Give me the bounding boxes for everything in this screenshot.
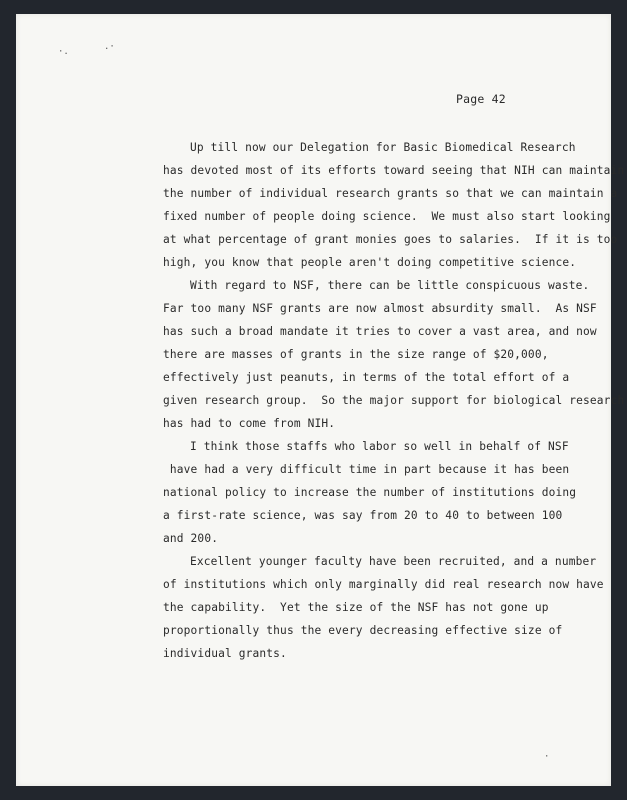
paragraph-line: a first-rate science, was say from 20 to 40 to between 100 — [163, 509, 563, 522]
paragraph-line: has such a broad mandate it tries to cover a vast area, and now — [163, 325, 597, 338]
paragraph-line: national policy to increase the number of institutions doing — [163, 486, 577, 499]
document-page — [16, 14, 625, 786]
paragraph-line: effectively just peanuts, in terms of the total effort of a — [163, 371, 570, 384]
paragraph-line: Excellent younger faculty have been recruited, and a number — [190, 555, 597, 568]
paragraph-line: individual grants. — [163, 647, 287, 660]
paragraph-line: have had a very difficult time in part because it has been — [163, 463, 570, 476]
paragraph-line: Up till now our Delegation for Basic Biomedical Research — [190, 141, 576, 154]
paper-speck: .· — [104, 42, 115, 52]
paragraph-line: the number of individual research grants so that we can maintain a — [163, 187, 618, 200]
paragraph-line: Far too many NSF grants are now almost absurdity small. As NSF — [163, 302, 597, 315]
paragraph-line: at what percentage of grant monies goes to salaries. If it is too — [163, 233, 618, 246]
paragraph-line: has devoted most of its efforts toward seeing that NIH can maintain — [163, 164, 625, 177]
paragraph-line: the capability. Yet the size of the NSF has not gone up — [163, 601, 549, 614]
paragraph-line: high, you know that people aren't doing competitive science. — [163, 256, 577, 269]
paper-speck: · — [544, 752, 550, 762]
paragraph-line: I think those staffs who labor so well in behalf of NSF — [190, 440, 569, 453]
paragraph-line: and 200. — [163, 532, 219, 545]
paper-speck: ·. — [58, 47, 69, 57]
paragraph-line: With regard to NSF, there can be little conspicuous waste. — [190, 279, 590, 292]
paragraph-line: of institutions which only marginally did real research now have — [163, 578, 604, 591]
paragraph-line: fixed number of people doing science. We must also start looking — [163, 210, 611, 223]
paragraph-line: has had to come from NIH. — [163, 417, 336, 430]
paragraph-line: proportionally thus the every decreasing effective size of — [163, 624, 563, 637]
page-number: Page 42 — [456, 92, 506, 106]
paragraph-line: given research group. So the major support for biological research — [163, 394, 625, 407]
paragraph-line: there are masses of grants in the size range of $20,000, — [163, 348, 549, 361]
